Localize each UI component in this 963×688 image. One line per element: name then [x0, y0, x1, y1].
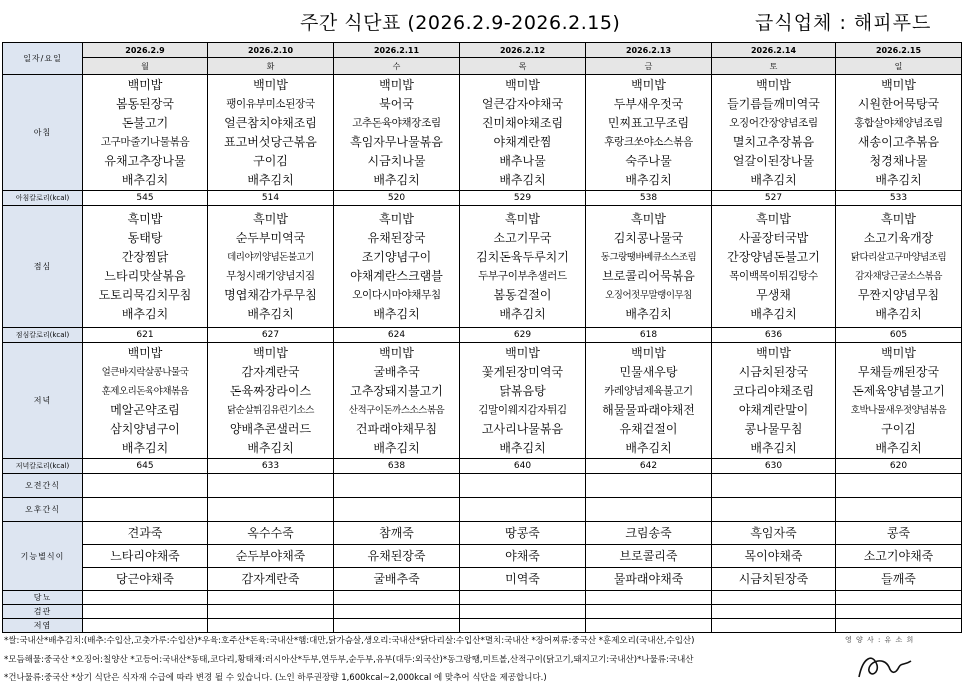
dinner-menu-item: 얼큰바지락살콩나물국 — [101, 366, 189, 378]
lunch-menu-item: 흑미밥 — [505, 211, 540, 226]
dinner-calorie-value: 642 — [586, 459, 712, 474]
breakfast-menu-item: 팽이유부미소된장국 — [226, 97, 315, 110]
dinner-menu-item: 호박나물새우젓양념볶음 — [850, 404, 947, 416]
morning-snack-cell — [586, 474, 712, 498]
lunch-calorie-value: 624 — [334, 328, 460, 343]
afternoon-snack-cell — [83, 498, 208, 522]
dinner-menu-item: 야채계란말이 — [738, 402, 809, 417]
dinner-menu-item: 굴배추국 — [373, 364, 420, 379]
dinner-menu-item: 시금치된장국 — [738, 364, 809, 379]
lunch-menu-item: 흑미밥 — [881, 211, 916, 226]
breakfast-menu-cell — [83, 75, 208, 191]
lunch-menu-item: 목이백목이튀김탕수 — [729, 269, 818, 282]
dinner-menu-item: 고사리나물볶음 — [481, 421, 564, 436]
breakfast-menu-item: 배추김치 — [373, 172, 420, 187]
lunch-menu-item: 흑미밥 — [253, 211, 288, 226]
lunch-label: 점심 — [3, 206, 83, 328]
breakfast-calorie-value: 533 — [836, 191, 962, 206]
lunch-menu-item: 사골장터국밥 — [738, 230, 809, 245]
dinner-calorie-value: 633 — [208, 459, 334, 474]
breakfast-calorie-value: 538 — [586, 191, 712, 206]
breakfast-calorie-value: 529 — [460, 191, 586, 206]
lunch-menu-item: 소고기무국 — [493, 230, 552, 245]
breakfast-menu-item: 두부새우젓국 — [613, 96, 684, 111]
porridge-cell — [712, 522, 836, 591]
day-weekday: 목 — [460, 58, 586, 75]
dinner-menu-item: 배추김치 — [373, 440, 420, 455]
lunch-menu-cell — [460, 206, 586, 328]
dinner-menu-item: 산적구이돈까스소스볶음 — [348, 404, 445, 416]
day-weekday: 월 — [83, 58, 208, 75]
porridge-cell — [83, 522, 208, 591]
lunch-calorie-value: 618 — [586, 328, 712, 343]
breakfast-menu-item: 백미밥 — [127, 77, 163, 92]
breakfast-menu-cell — [460, 75, 586, 191]
porridge-item: 견과죽 — [83, 522, 207, 545]
dinner-calorie-value: 645 — [83, 459, 208, 474]
dinner-menu-cell — [83, 343, 208, 459]
dinner-menu-cell — [836, 343, 962, 459]
lunch-menu-item: 흑미밥 — [756, 211, 791, 226]
lunch-menu-item: 유채된장국 — [367, 230, 426, 245]
porridge-item: 콩죽 — [836, 522, 961, 545]
diabetic-diet-label: 당뇨 — [3, 591, 83, 605]
porridge-item: 브로콜리죽 — [586, 545, 711, 568]
porridge-item: 참깨죽 — [334, 522, 459, 545]
dinner-menu-item: 돈제육양념불고기 — [852, 383, 945, 398]
lunch-menu-item: 간장찜닭 — [121, 249, 169, 264]
dinner-calorie-label: 저녁칼로리(kcal) — [3, 459, 83, 474]
breakfast-menu-item: 배추김치 — [625, 172, 672, 187]
breakfast-menu-item: 백미밥 — [881, 77, 916, 92]
dinner-label: 저녁 — [3, 343, 83, 459]
breakfast-calorie-value: 514 — [208, 191, 334, 206]
afternoon-snack-cell — [208, 498, 334, 522]
breakfast-menu-cell — [586, 75, 712, 191]
lunch-menu-item: 닭다리살고구마양념조림 — [850, 251, 947, 263]
lunch-menu-item: 도토리묵김치무침 — [98, 287, 192, 302]
breakfast-menu-item: 청경채나물 — [869, 153, 928, 168]
lunch-menu-item: 배추김치 — [373, 306, 420, 321]
origin-note-1: *쌀:국내산*배추김치:(배추:수입산,고춧가루:수입산)*우육:호주산*돈육:국내산*햄:대만,닭가슴살,생오리:국내산*닭다리살:수입산*멸치:국내산 *장어찌류:중국산 *훈제오리(국내산,수입산) — [4, 636, 695, 646]
porridge-item: 감자계란죽 — [241, 572, 300, 586]
porridge-item: 당근야채죽 — [116, 572, 174, 586]
day-date: 2026.2.11 — [334, 43, 460, 58]
breakfast-menu-item: 새송이고추볶음 — [857, 134, 940, 149]
functional-porridge-label: 기능별식이 — [3, 522, 83, 591]
breakfast-menu-item: 구이김 — [253, 153, 288, 168]
dinner-calorie-value: 630 — [712, 459, 836, 474]
breakfast-menu-item: 시원한어묵탕국 — [857, 96, 940, 111]
porridge-item: 크림송죽 — [586, 522, 711, 545]
lunch-menu-item: 배추김치 — [499, 306, 546, 321]
vendor-name: 급식업체 : 해피푸드 — [755, 12, 932, 34]
breakfast-menu-item: 얼큰감자야채국 — [481, 96, 564, 111]
day-weekday: 금 — [586, 58, 712, 75]
dinner-menu-cell — [208, 343, 334, 459]
dinner-menu-cell — [334, 343, 460, 459]
breakfast-menu-item: 숙주나물 — [625, 153, 672, 168]
breakfast-menu-item: 후랑크쏘야소스볶음 — [604, 135, 693, 148]
day-date: 2026.2.9 — [83, 43, 208, 58]
lunch-calorie-value: 636 — [712, 328, 836, 343]
morning-snack-cell — [836, 474, 962, 498]
dinner-menu-item: 민물새우탕 — [619, 364, 678, 379]
lunch-menu-item: 동그랑땡바베큐소스조림 — [600, 251, 697, 263]
breakfast-menu-item: 고추돈육야채장조림 — [352, 116, 441, 129]
day-weekday: 토 — [712, 58, 836, 75]
afternoon-snack-cell — [712, 498, 836, 522]
porridge-item: 목이야채죽 — [712, 545, 835, 568]
day-weekday: 일 — [836, 58, 962, 75]
lunch-menu-item: 김치돈육두루치기 — [476, 249, 569, 264]
dinner-menu-item: 유채겉절이 — [619, 421, 678, 436]
nutritionist-signature — [855, 647, 915, 683]
dinner-menu-item: 백미밥 — [505, 345, 540, 360]
dinner-menu-item: 배추김치 — [750, 440, 797, 455]
dinner-menu-item: 카레양념제육불고기 — [604, 384, 693, 397]
lunch-menu-item: 흑미밥 — [631, 211, 666, 226]
dinner-menu-item: 해물물파래야채전 — [602, 402, 695, 417]
breakfast-menu-item: 얼갈이된장나물 — [732, 153, 815, 168]
dinner-calorie-value: 620 — [836, 459, 962, 474]
porridge-cell — [836, 522, 962, 591]
breakfast-menu-item: 배추김치 — [247, 172, 294, 187]
lunch-menu-item: 배추김치 — [247, 306, 294, 321]
breakfast-menu-item: 백미밥 — [756, 77, 791, 92]
nutritionist-name: 영 양 사 : 유 소 희 — [845, 636, 915, 644]
afternoon-snack-cell — [334, 498, 460, 522]
dinner-menu-item: 건파래야채무침 — [355, 421, 438, 436]
lunch-calorie-value: 627 — [208, 328, 334, 343]
lunch-menu-item: 동태탕 — [127, 230, 163, 245]
lunch-menu-item: 김치콩나물국 — [613, 230, 684, 245]
dinner-menu-item: 배추김치 — [875, 440, 922, 455]
lunch-menu-item: 명엽채감가루무침 — [224, 287, 317, 302]
breakfast-label: 아침 — [3, 75, 83, 191]
dinner-menu-item: 훈제오리돈육야채볶음 — [101, 385, 189, 397]
breakfast-menu-item: 배추김치 — [750, 172, 797, 187]
page-title: 주간 식단표 (2026.2.9-2026.2.15) — [300, 12, 621, 34]
lunch-menu-item: 흑미밥 — [379, 211, 414, 226]
breakfast-menu-cell — [712, 75, 836, 191]
breakfast-menu-item: 얼큰참치야채조림 — [224, 115, 317, 130]
dinner-menu-item: 메알곤약조림 — [110, 402, 180, 417]
morning-snack-cell — [460, 474, 586, 498]
breakfast-menu-item: 시금치나물 — [367, 153, 426, 168]
dinner-menu-cell — [712, 343, 836, 459]
breakfast-calorie-label: 아침칼로리(kcal) — [3, 191, 83, 206]
breakfast-menu-item: 유채고추장나물 — [104, 153, 186, 168]
origin-note-2: *모듬해물:중국산 *오징어:칠양산 *고등어:국내산*동태,코다리,황태채:러시아산*두부,연두부,순두부,유부(대두:외국산)*동그랑땡,미트볼,산적구이(닭고기,돼지고기:국내산)*나물류:국내산 — [4, 655, 694, 665]
lunch-menu-item: 무생채 — [756, 287, 791, 302]
dinner-menu-item: 백미밥 — [756, 345, 791, 360]
breakfast-menu-item: 홍합살야채양념조림 — [854, 116, 943, 129]
breakfast-menu-item: 백미밥 — [505, 77, 540, 92]
dinner-menu-item: 배추김치 — [625, 440, 672, 455]
dinner-menu-item: 고추장돼지불고기 — [350, 383, 443, 398]
lunch-menu-item: 감자채당근굴소스볶음 — [855, 270, 942, 282]
morning-snack-label: 오전간식 — [3, 474, 83, 498]
breakfast-menu-item: 백미밥 — [631, 77, 666, 92]
lunch-menu-item: 두부구이부추샐러드 — [478, 269, 567, 282]
porridge-item: 옥수수죽 — [208, 522, 333, 545]
dinner-menu-item: 배추김치 — [247, 440, 294, 455]
low-sodium-label: 저염 — [3, 619, 83, 633]
lunch-menu-item: 간장양념돈불고기 — [727, 249, 820, 264]
lunch-calorie-value: 621 — [83, 328, 208, 343]
tube-feeding-label: 검관 — [3, 605, 83, 619]
porridge-item: 흑임자죽 — [712, 522, 835, 545]
breakfast-menu-item: 백미밥 — [379, 77, 414, 92]
porridge-item: 땅콩죽 — [460, 522, 585, 545]
afternoon-snack-cell — [460, 498, 586, 522]
lunch-menu-item: 배추김치 — [121, 306, 169, 321]
dinner-menu-item: 닭볶음탕 — [499, 383, 546, 398]
dinner-menu-item: 삼치양념구이 — [110, 421, 180, 436]
dinner-menu-item: 백미밥 — [253, 345, 288, 360]
porridge-cell — [334, 522, 460, 591]
lunch-menu-item: 흑미밥 — [127, 211, 163, 226]
lunch-menu-item: 느타리맛살볶음 — [104, 268, 186, 283]
morning-snack-cell — [83, 474, 208, 498]
morning-snack-cell — [208, 474, 334, 498]
porridge-item: 소고기야채죽 — [836, 545, 961, 568]
breakfast-menu-cell — [334, 75, 460, 191]
breakfast-menu-item: 오징어간장양념조림 — [729, 116, 818, 129]
lunch-menu-cell — [586, 206, 712, 328]
dinner-menu-item: 백미밥 — [127, 345, 163, 360]
morning-snack-cell — [334, 474, 460, 498]
footer-notes — [2, 633, 961, 688]
dinner-menu-item: 구이김 — [881, 421, 916, 436]
breakfast-menu-item: 배추김치 — [875, 172, 922, 187]
morning-snack-cell — [712, 474, 836, 498]
day-date: 2026.2.12 — [460, 43, 586, 58]
breakfast-menu-item: 표고버섯당근볶음 — [224, 134, 317, 149]
lunch-menu-cell — [712, 206, 836, 328]
porridge-item: 들깨죽 — [881, 572, 916, 586]
lunch-calorie-value: 629 — [460, 328, 586, 343]
dinner-menu-cell — [586, 343, 712, 459]
dinner-menu-item: 김말이웨지감자튀김 — [478, 403, 567, 416]
dinner-menu-item: 꽃게된장미역국 — [481, 364, 564, 379]
breakfast-calorie-value: 545 — [83, 191, 208, 206]
lunch-menu-cell — [83, 206, 208, 328]
lunch-menu-item: 소고기육개장 — [863, 230, 934, 245]
porridge-cell — [460, 522, 586, 591]
dinner-menu-item: 백미밥 — [881, 345, 916, 360]
lunch-menu-item: 데리야끼양념돈불고기 — [227, 251, 314, 263]
day-date: 2026.2.13 — [586, 43, 712, 58]
breakfast-menu-item: 배추김치 — [121, 172, 169, 187]
dinner-menu-item: 감자계란국 — [241, 364, 300, 379]
lunch-menu-item: 조기양념구이 — [361, 249, 432, 264]
lunch-menu-item: 무청시래기양념지짐 — [226, 269, 315, 282]
page-header — [0, 0, 963, 42]
dinner-menu-item: 돈육짜장라이스 — [229, 383, 312, 398]
dinner-menu-item: 배추김치 — [121, 440, 169, 455]
breakfast-menu-item: 멸치고추장볶음 — [732, 134, 815, 149]
lunch-menu-item: 야채계란스크램블 — [350, 268, 443, 283]
breakfast-menu-cell — [836, 75, 962, 191]
lunch-menu-cell — [208, 206, 334, 328]
lunch-menu-item: 순두부미역국 — [235, 230, 306, 245]
breakfast-menu-item: 돈불고기 — [121, 115, 169, 130]
dinner-menu-item: 배추김치 — [499, 440, 546, 455]
lunch-menu-item: 오이다시마야채무침 — [352, 288, 441, 301]
calorie-note: *건나물류:중국산 *상기 식단은 식자재 수급에 따라 변경 될 수 있습니다. (노인 하루권장량 1,600kcal~2,000kcal 에 맞추어 식단을 제공합니다.) — [4, 673, 547, 683]
breakfast-menu-item: 배추나물 — [499, 153, 546, 168]
afternoon-snack-cell — [586, 498, 712, 522]
lunch-menu-item: 무짠지양념무침 — [857, 287, 940, 302]
breakfast-menu-item: 야채계란찜 — [493, 134, 552, 149]
lunch-menu-cell — [836, 206, 962, 328]
breakfast-calorie-value: 527 — [712, 191, 836, 206]
dinner-menu-item: 무채들깨된장국 — [857, 364, 940, 379]
breakfast-menu-item: 백미밥 — [253, 77, 288, 92]
lunch-calorie-label: 점심칼로리(kcal) — [3, 328, 83, 343]
dinner-menu-item: 양배추콘샐러드 — [229, 421, 312, 436]
afternoon-snack-cell — [836, 498, 962, 522]
porridge-cell — [208, 522, 334, 591]
lunch-menu-item: 브로콜리어묵볶음 — [602, 268, 695, 283]
day-weekday: 화 — [208, 58, 334, 75]
day-date: 2026.2.14 — [712, 43, 836, 58]
breakfast-menu-item: 배추김치 — [499, 172, 546, 187]
lunch-menu-item: 배추김치 — [625, 306, 672, 321]
breakfast-menu-item: 북어국 — [379, 96, 414, 111]
porridge-item: 시금치된장죽 — [738, 572, 809, 586]
porridge-item: 순두부야채죽 — [208, 545, 333, 568]
lunch-menu-cell — [334, 206, 460, 328]
lunch-menu-item: 오징어젓무말랭이무침 — [605, 289, 692, 301]
dinner-menu-item: 백미밥 — [631, 345, 666, 360]
porridge-item: 느타리야채죽 — [83, 545, 207, 568]
lunch-menu-item: 배추김치 — [750, 306, 797, 321]
breakfast-menu-item: 들기름들깨미역국 — [727, 96, 820, 111]
breakfast-menu-cell — [208, 75, 334, 191]
porridge-item: 미역죽 — [505, 572, 540, 586]
afternoon-snack-label: 오후간식 — [3, 498, 83, 522]
dinner-menu-item: 콩나물무침 — [744, 421, 803, 436]
date-day-label: 일자/요일 — [3, 43, 83, 75]
lunch-calorie-value: 605 — [836, 328, 962, 343]
breakfast-menu-item: 민찌표고무조림 — [607, 115, 690, 130]
breakfast-menu-item: 고구마줄기나물볶음 — [100, 135, 190, 148]
porridge-cell — [586, 522, 712, 591]
day-date: 2026.2.15 — [836, 43, 962, 58]
dinner-calorie-value: 640 — [460, 459, 586, 474]
breakfast-calorie-value: 520 — [334, 191, 460, 206]
porridge-item: 유채된장죽 — [334, 545, 459, 568]
dinner-menu-item: 코다리야채조림 — [732, 383, 815, 398]
weekly-menu-table — [2, 42, 962, 633]
day-weekday: 수 — [334, 58, 460, 75]
lunch-menu-item: 봄동겉절이 — [493, 287, 552, 302]
breakfast-menu-item: 흑임자무나물볶음 — [350, 134, 443, 149]
dinner-menu-item: 닭순살튀김유린기소스 — [227, 404, 314, 416]
dinner-menu-item: 백미밥 — [379, 345, 414, 360]
porridge-item: 굴배추죽 — [373, 572, 420, 586]
day-date: 2026.2.10 — [208, 43, 334, 58]
dinner-menu-cell — [460, 343, 586, 459]
porridge-item: 야채죽 — [460, 545, 585, 568]
breakfast-menu-item: 진미채야채조림 — [481, 115, 564, 130]
porridge-item: 물파래야채죽 — [613, 572, 684, 586]
lunch-menu-item: 배추김치 — [875, 306, 922, 321]
breakfast-menu-item: 봄동된장국 — [116, 96, 174, 111]
dinner-calorie-value: 638 — [334, 459, 460, 474]
